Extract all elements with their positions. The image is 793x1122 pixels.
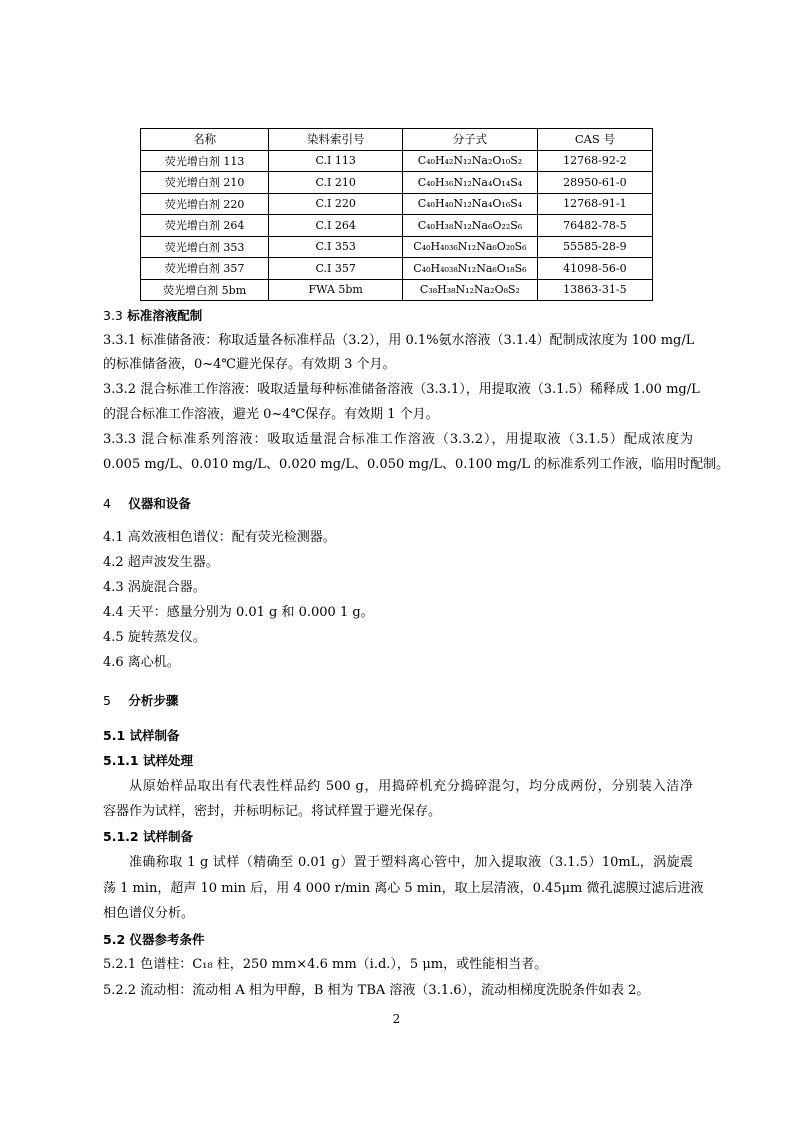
cell-ci: C.I 220 — [269, 193, 403, 215]
list-item: 4.2 超声波发生器。 — [103, 555, 219, 570]
page-number: 2 — [392, 1012, 401, 1026]
fluorescent-brightener-table — [140, 128, 653, 301]
column-header-cas: CAS 号 — [537, 129, 652, 151]
section-heading-5-1-2: 5.1.2 试样制备 — [103, 829, 193, 844]
paragraph-5-1-1-line2: 容器作为试样，密封，并标明标记。将试样置于避光保存。 — [103, 804, 442, 819]
cell-name: 荧光增白剂 264 — [141, 215, 269, 237]
paragraph-3-3-3-line2: 0.005 mg/L、0.010 mg/L、0.020 mg/L、0.050 mg/L、0.100 mg/L 的标准系列工作液，临用时配制。 — [103, 457, 730, 472]
table-row — [141, 150, 653, 172]
table-header-row — [141, 129, 653, 151]
paragraph-5-1-1-line1: 从原始样品取出有代表性样品约 500 g，用捣碎机充分捣碎混匀，均分成两份，分别装入洁净 — [129, 779, 693, 794]
table-row — [141, 258, 653, 280]
paragraph-3-3-1-line2: 的标准储备液，0~4℃避光保存。有效期 3 个月。 — [103, 357, 396, 372]
paragraph-5-2-1: 5.2.1 色谱柱：C₁₈ 柱，250 mm×4.6 mm（i.d.），5 μm，或性能相当者。 — [103, 957, 548, 972]
table-row — [141, 236, 653, 258]
section-heading-5: 5 分析步骤 — [103, 693, 179, 708]
cell-formula: C₃₈H₃₈N₁₂Na₂O₈S₂ — [403, 279, 538, 301]
cell-cas: 12768-91-1 — [537, 193, 652, 215]
table-row — [141, 172, 653, 194]
paragraph-3-3-2-line1: 3.3.2 混合标准工作溶液：吸取适量每种标准储备溶液（3.3.1），用提取液（3.1.5）稀释成 1.00 mg/L — [103, 382, 700, 397]
cell-name: 荧光增白剂 113 — [141, 150, 269, 172]
cell-name: 荧光增白剂 220 — [141, 193, 269, 215]
list-item: 4.6 离心机。 — [103, 655, 180, 670]
paragraph-3-3-2-line2: 的混合标准工作溶液，避光 0~4℃保存。有效期 1 个月。 — [103, 407, 439, 422]
cell-cas: 28950-61-0 — [537, 172, 652, 194]
cell-ci: C.I 357 — [269, 258, 403, 280]
list-item: 4.3 涡旋混合器。 — [103, 580, 206, 595]
cell-ci: C.I 210 — [269, 172, 403, 194]
cell-ci: C.I 113 — [269, 150, 403, 172]
paragraph-3-3-1-line1: 3.3.1 标准储备液：称取适量各标准样品（3.2），用 0.1%氨水溶液（3.1.4）配制成浓度为 100 mg/L — [103, 333, 695, 348]
table-row — [141, 279, 653, 301]
cell-formula: C₄₀H₃₈N₁₂Na₆O₂₂S₆ — [403, 215, 538, 237]
list-item: 4.5 旋转蒸发仪。 — [103, 630, 206, 645]
cell-name: 荧光增白剂 5bm — [141, 279, 269, 301]
column-header-formula: 分子式 — [403, 129, 538, 151]
cell-name: 荧光增白剂 353 — [141, 236, 269, 258]
cell-ci: C.I 353 — [269, 236, 403, 258]
paragraph-3-3-3-line1: 3.3.3 混合标准系列溶液：吸取适量混合标准工作溶液（3.3.2），用提取液（3.1.5）配成浓度为 — [103, 432, 693, 447]
cell-formula: C₄₀H₄₀₃₆N₁₂Na₆O₂₀S₆ — [403, 236, 538, 258]
cell-name: 荧光增白剂 357 — [141, 258, 269, 280]
column-header-ci: 染料索引号 — [269, 129, 403, 151]
cell-formula: C₄₀H₄₂N₁₂Na₂O₁₀S₂ — [403, 150, 538, 172]
section-heading-5-1: 5.1 试样制备 — [103, 728, 180, 743]
paragraph-5-1-2-line2: 荡 1 min，超声 10 min 后，用 4 000 r/min 离心 5 min，取上层清液，0.45μm 微孔滤膜过滤后进液 — [103, 881, 704, 896]
section-heading-5-1-1: 5.1.1 试样处理 — [103, 753, 193, 768]
list-item: 4.1 高效液相色谱仪：配有荧光检测器。 — [103, 530, 336, 545]
cell-formula: C₄₀H₃₆N₁₂Na₄O₁₄S₄ — [403, 172, 538, 194]
paragraph-5-1-2-line1: 准确称取 1 g 试样（精确至 0.01 g）置于塑料离心管中，加入提取液（3.1.5）10mL，涡旋震 — [129, 855, 693, 870]
cell-name: 荧光增白剂 210 — [141, 172, 269, 194]
cell-formula: C₄₀H₄₀N₁₂Na₄O₁₆S₄ — [403, 193, 538, 215]
cell-cas: 13863-31-5 — [537, 279, 652, 301]
cell-ci: C.I 264 — [269, 215, 403, 237]
table-row — [141, 215, 653, 237]
section-heading-5-2: 5.2 仪器参考条件 — [103, 932, 205, 947]
cell-ci: FWA 5bm — [269, 279, 403, 301]
cell-cas: 41098-56-0 — [537, 258, 652, 280]
paragraph-5-2-2: 5.2.2 流动相：流动相 A 相为甲醇，B 相为 TBA 溶液（3.1.6），流动相梯度洗脱条件如表 2。 — [103, 983, 650, 998]
cell-cas: 12768-92-2 — [537, 150, 652, 172]
table-row — [141, 193, 653, 215]
cell-formula: C₄₀H₄₀₃₈N₁₂Na₆O₁₈S₆ — [403, 258, 538, 280]
section-heading-3-3: 3.3 标准溶液配制 — [103, 308, 203, 323]
column-header-name: 名称 — [141, 129, 269, 151]
cell-cas: 76482-78-5 — [537, 215, 652, 237]
section-heading-4: 4 仪器和设备 — [103, 496, 191, 511]
list-item: 4.4 天平：感量分别为 0.01 g 和 0.000 1 g。 — [103, 605, 374, 620]
cell-cas: 55585-28-9 — [537, 236, 652, 258]
paragraph-5-1-2-line3: 相色谱仪分析。 — [103, 906, 195, 921]
